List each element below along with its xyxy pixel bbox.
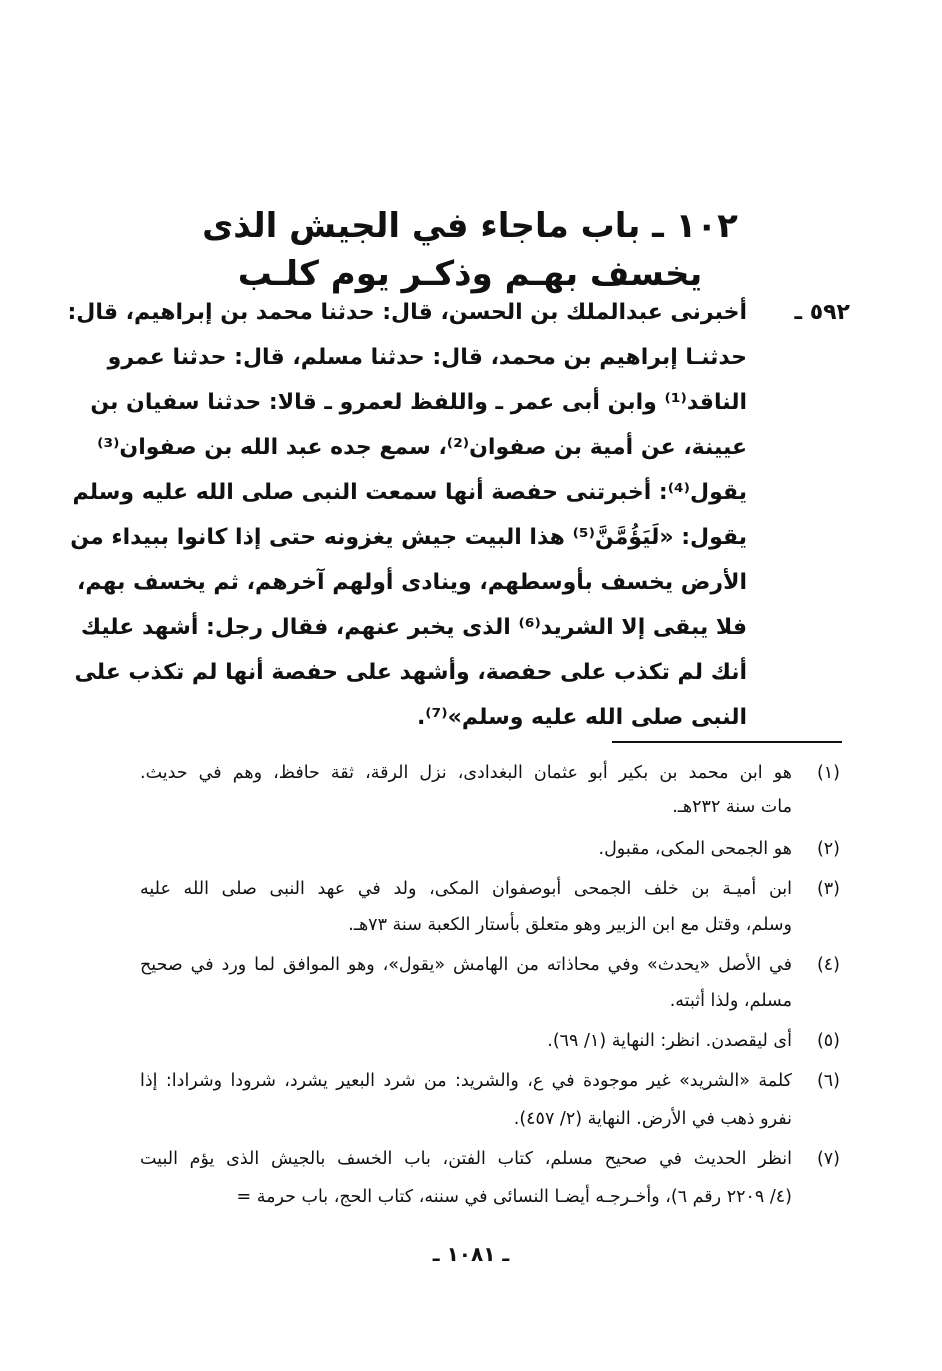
footnote-continuation: (٤/ ٢٢٠٩ رقم ٦)، وأخـرجـه أيضـا النسائى في سننه، كتاب الحج، باب حرمة = — [236, 1187, 792, 1207]
hadith-text-line: أنك لم تكذب على حفصة، وأشهد على حفصة أنها لم تكذب على — [74, 660, 747, 685]
footnote-text: أى ليقصدن. انظر: النهاية (١/ ٦٩). — [547, 1031, 792, 1051]
page-number: ـ ١٠٨١ ـ — [432, 1242, 510, 1266]
hadith-text-line: الأرض يخسف بأوسطهم، وينادى أولهم آخرهم، ثم يخسف بهم، — [77, 570, 747, 595]
footnote-continuation: نفرو ذهب في الأرض. النهاية (٢/ ٤٥٧). — [513, 1109, 792, 1129]
hadith-text-line: الناقد⁽¹⁾ وابن أبى عمر ـ واللفظ لعمرو ـ قالا: حدثنا سفيان بن — [90, 390, 747, 415]
footnote-continuation: مسلم، ولذا أثبته. — [669, 991, 792, 1011]
hadith-number: ٥٩٢ ـ — [794, 300, 850, 325]
hadith-text-line: يقول: «لَيَؤُمَّنَّ⁽⁵⁾ هذا البيت جيش يغزونه حتى إذا كانوا ببيداء من — [70, 525, 747, 550]
hadith-text-line: يقول⁽⁴⁾: أخبرتنى حفصة أنها سمعت النبى صلى الله عليه وسلم — [72, 480, 747, 505]
footnote-text: ابن أميـة بن خلف الجمحى أبوصفوان المكى، ولد في عهد النبى صلى الله عليه — [140, 879, 792, 899]
footnote-continuation: مات سنة ٢٣٢هـ. — [672, 797, 792, 817]
footnote-text: في الأصل «يحدث» وفي محاذاته من الهامش «يقول»، وهو الموافق لما ورد في صحيح — [140, 955, 792, 975]
chapter-title-line-1: ١٠٢ ـ باب ماجاء في الجيش الذى — [202, 206, 738, 246]
hadith-text-line: عيينة، عن أمية بن صفوان⁽²⁾، سمع جده عبد الله بن صفوان⁽³⁾ — [97, 435, 747, 460]
hadith-text-line: فلا يبقى إلا الشريد⁽⁶⁾ الذى يخبر عنهم، فقال رجل: أشهد عليك — [80, 615, 747, 640]
chapter-title-line-2: يخسف بهـم وذكـر يوم كلـب — [237, 254, 703, 294]
footnote-text: هو الجمحى المكى، مقبول. — [598, 839, 792, 859]
footnote-number: (٧) — [816, 1149, 840, 1169]
footnote-continuation: وسلم، وقتل مع ابن الزبير وهو متعلق بأستار الكعبة سنة ٧٣هـ. — [348, 915, 792, 935]
footnote-number: (١) — [816, 763, 840, 783]
footnote-number: (٥) — [816, 1031, 840, 1051]
footnote-number: (٢) — [816, 839, 840, 859]
footnote-text: انظر الحديث في صحيح مسلم، كتاب الفتن، باب الخسف بالجيش الذى يؤم البيت — [140, 1149, 792, 1169]
footnote-text: كلمة «الشريد» غير موجودة في ع، والشريد: من شرد البعير يشرد، شرودا وشرادا: إذا — [140, 1071, 792, 1091]
footnote-number: (٦) — [816, 1071, 840, 1091]
footnote-text: هو ابن محمد بن بكير أبو عثمان البغدادى، نزل الرقة، ثقة حافظ، وهم في حديث. — [140, 763, 792, 783]
footnote-separator — [612, 741, 842, 743]
footnote-number: (٤) — [816, 955, 840, 975]
hadith-text-line: أخبرنى عبدالملك بن الحسن، قال: حدثنا محمد بن إبراهيم، قال: — [67, 300, 747, 325]
footnote-number: (٣) — [816, 879, 840, 899]
hadith-text-line: النبى صلى الله عليه وسلم»⁽⁷⁾. — [416, 705, 747, 730]
hadith-text-line: حدثنـا إبراهيم بن محمد، قال: حدثنا مسلم، قال: حدثنا عمرو — [107, 345, 747, 370]
